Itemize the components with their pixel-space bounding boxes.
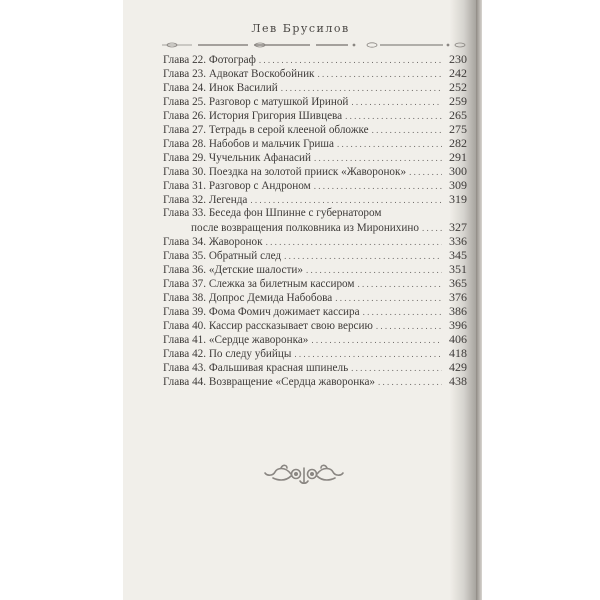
toc-entry-title: Глава 26. История Григория Шивцева [163, 110, 343, 122]
toc-entry-title: Глава 39. Фома Фомич дожимает кассира [163, 306, 360, 318]
toc-entry-page: 309 [449, 178, 467, 192]
toc-entry-35 [163, 248, 467, 262]
dot-leader [259, 53, 442, 67]
toc-entry-page: 230 [449, 52, 467, 66]
toc-entry-title: Глава 30. Поездка на золотой прииск «Жаворонок» [163, 166, 407, 178]
toc-entry-22 [163, 52, 467, 66]
toc-entry-page: 265 [449, 108, 467, 122]
toc-entry-title: Глава 28. Набобов и мальчик Гриша [163, 138, 334, 150]
toc-entry-page: 429 [449, 360, 467, 374]
toc-entry-33-continuation [163, 220, 467, 234]
toc-entry-title: Глава 35. Обратный след [163, 250, 282, 262]
dot-leader [311, 333, 442, 347]
dot-leader [372, 123, 442, 137]
toc-entry-page: 275 [449, 122, 467, 136]
toc-entry-28 [163, 136, 467, 150]
toc-entry-page: 259 [449, 94, 467, 108]
book-page [123, 0, 478, 600]
dot-leader [337, 137, 442, 151]
toc-entry-page: 396 [449, 318, 467, 332]
toc-entry-title: Глава 32. Легенда [163, 194, 248, 206]
toc-entry-36 [163, 262, 467, 276]
toc-entry-page: 438 [449, 374, 467, 388]
toc-entry-page: 300 [449, 164, 467, 178]
toc-entry-42 [163, 346, 467, 360]
toc-entry-title: Глава 22. Фотограф [163, 54, 256, 66]
toc-entry-26 [163, 108, 467, 122]
dot-leader [358, 277, 442, 291]
toc-entry-title: Глава 44. Возвращение «Сердца жаворонка» [163, 376, 376, 388]
toc-entry-38 [163, 290, 467, 304]
toc-entry-39 [163, 304, 467, 318]
toc-entry-title: Глава 38. Допрос Демида Набобова [163, 292, 333, 304]
dot-leader [335, 291, 442, 305]
dot-leader [345, 109, 442, 123]
toc-entry-title: Глава 23. Адвокат Воскобойник [163, 68, 315, 80]
toc-entry-page: 386 [449, 304, 467, 318]
dot-leader [266, 235, 442, 249]
dot-leader [284, 249, 442, 263]
toc-entry-title: Глава 34. Жаворонок [163, 236, 263, 248]
dot-leader [422, 221, 442, 235]
toc-entry-title: Глава 24. Инок Василий [163, 82, 278, 94]
toc-entry-page: 319 [449, 192, 467, 206]
toc-entry-25 [163, 94, 467, 108]
toc-entry-page: 418 [449, 346, 467, 360]
toc-entry-40 [163, 318, 467, 332]
toc-entry-30 [163, 164, 467, 178]
toc-entry-33 [163, 206, 467, 220]
toc-entry-34 [163, 234, 467, 248]
toc-entry-page: 345 [449, 248, 467, 262]
running-head-author: Лев Брусилов [251, 22, 350, 35]
toc-entry-32 [163, 192, 467, 206]
toc-entry-title: Глава 40. Кассир рассказывает свою версию [163, 320, 373, 332]
toc-entry-title-continuation: после возвращения полковника из Миронихино [191, 222, 419, 234]
toc-entry-24 [163, 80, 467, 94]
toc-entry-31 [163, 178, 467, 192]
dot-leader [351, 361, 442, 375]
dot-leader [363, 305, 442, 319]
dot-leader [306, 263, 442, 277]
toc-entry-page: 291 [449, 150, 467, 164]
dot-leader [314, 151, 442, 165]
toc-entry-29 [163, 150, 467, 164]
ornamental-rule-icon [158, 41, 468, 49]
dot-leader [351, 95, 442, 109]
toc-entry-page: 282 [449, 136, 467, 150]
dot-leader [294, 347, 442, 361]
toc-entry-page: 351 [449, 262, 467, 276]
toc-entry-page: 252 [449, 80, 467, 94]
dot-leader [281, 81, 442, 95]
toc-entry-title: Глава 27. Тетрадь в серой клееной обложке [163, 124, 369, 136]
toc-entry-page: 376 [449, 290, 467, 304]
toc-entry-title: Глава 41. «Сердце жаворонка» [163, 334, 309, 346]
dot-leader [409, 165, 442, 179]
toc-entry-title: Глава 37. Слежка за билетным кассиром [163, 278, 355, 290]
toc-entry-title: Глава 25. Разговор с матушкой Ириной [163, 96, 349, 108]
toc-entry-43 [163, 360, 467, 374]
dot-leader [250, 193, 442, 207]
dot-leader [318, 67, 443, 81]
toc-entry-page: 365 [449, 276, 467, 290]
dot-leader [376, 319, 442, 333]
dot-leader [314, 179, 442, 193]
toc-entry-23 [163, 66, 467, 80]
toc-entry-title: Глава 43. Фальшивая красная шпинель [163, 362, 349, 374]
toc-entry-title: Глава 29. Чучельник Афанасий [163, 152, 311, 164]
toc-entry-41 [163, 332, 467, 346]
dot-leader [378, 375, 442, 389]
toc-entry-page: 406 [449, 332, 467, 346]
toc-entry-page: 336 [449, 234, 467, 248]
toc-entry-page: 242 [449, 66, 467, 80]
toc-entry-page: 327 [449, 220, 467, 234]
toc-entry-title: Глава 31. Разговор с Андроном [163, 180, 311, 192]
scroll-flourish-icon [263, 462, 345, 486]
table-of-contents [163, 52, 467, 388]
toc-entry-title: Глава 33. Беседа фон Шпинне с губернатором [163, 207, 382, 219]
toc-entry-title: Глава 42. По следу убийцы [163, 348, 292, 360]
toc-entry-27 [163, 122, 467, 136]
toc-entry-37 [163, 276, 467, 290]
toc-entry-title: Глава 36. «Детские шалости» [163, 264, 303, 276]
toc-entry-44 [163, 374, 467, 388]
